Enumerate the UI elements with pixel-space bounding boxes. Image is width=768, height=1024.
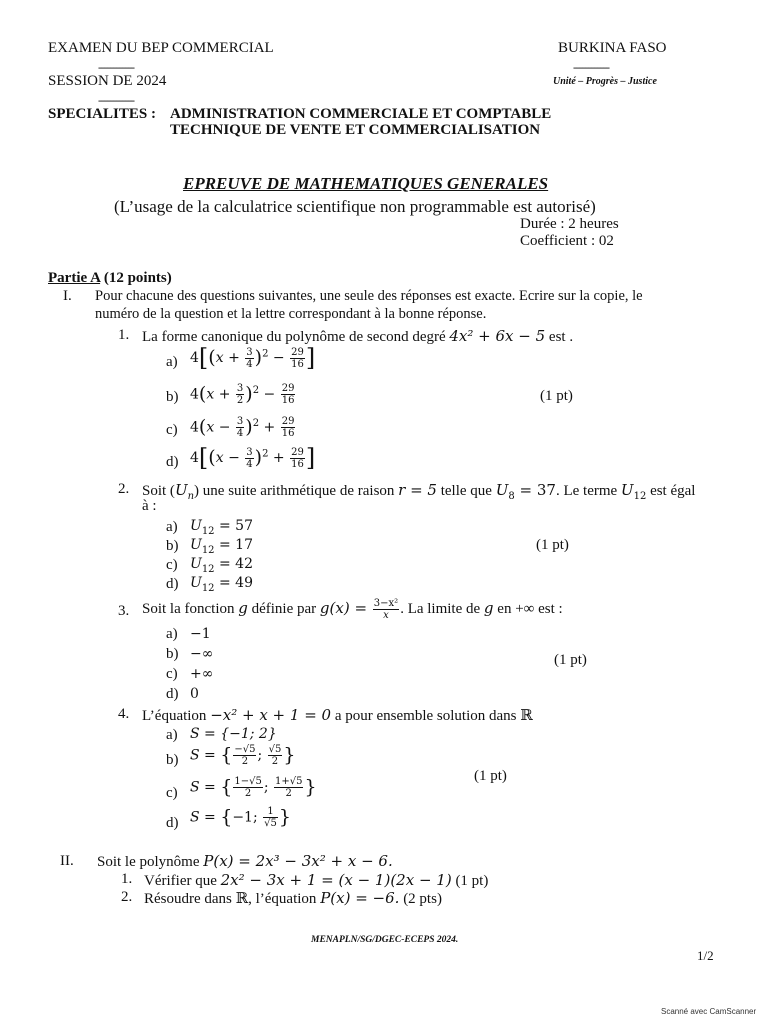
q1-points: (1 pt) [540,388,573,404]
q4-letter-c: c) [166,785,178,801]
q4-choice-a: S = {−1; 2} [190,726,277,742]
session-label: SESSION DE 2024 [48,73,167,89]
question-1-number: 1. [118,327,130,343]
question-1-text: La forme canonique du polynôme de second degré 4x² + 6x − 5 est . [142,327,574,345]
question-2-number: 2. [118,481,130,497]
q3-choice-d: 0 [190,686,199,702]
page-number: 1/2 [697,948,714,963]
question-3-number: 3. [118,603,130,619]
q4-letter-a: a) [166,727,178,743]
q2-choice-d: $U_{12} = 49$ [190,575,253,594]
section-ii-label: II. [60,853,74,869]
specialites-label: SPECIALITES : [48,106,156,122]
q3-letter-b: b) [166,646,179,662]
q1-choice-b: 4(x + $\frac{3}{2}$ )$^2$ − $\frac{29}{16}$ [190,383,295,406]
q1-choice-a: 4[(x + $\frac{3}{4}$ )$^2$ − $\frac{29}{16}$ ] [190,344,316,372]
duration: Durée : 2 heures [520,216,619,232]
question-2-text-cont: à : [142,498,157,514]
q3-points: (1 pt) [554,652,587,668]
q2-choice-b: $U_{12} = 17$ [190,537,253,556]
coefficient: Coefficient : 02 [520,233,614,249]
q2-letter-c: c) [166,557,178,573]
q1-letter-a: a) [166,354,178,370]
q3-choice-a: −1 [190,626,211,642]
divider: ------------ [98,60,134,74]
q1-choice-d: 4[(x − $\frac{3}{4}$ )$^2$ + $\frac{29}{16}$ ] [190,444,316,472]
question-2-text: Soit $(U_n)$ une suite arithmétique de raison r = 5 telle que $U_8 = 37$. Le terme $U_{12}$ est égal [142,481,696,502]
question-4-number: 4. [118,706,130,722]
q4-letter-b: b) [166,752,179,768]
q2-letter-d: d) [166,576,179,592]
q3-letter-c: c) [166,666,178,682]
q4-choice-c: S = { $\frac{1-√5}{2}$ ; $\frac{1+√5}{2}$ } [190,776,317,799]
ii-2-number: 2. [121,889,133,905]
q2-choice-a: $U_{12} = 57$ [190,518,253,537]
q1-choice-c: 4(x − $\frac{3}{4}$ )$^2$ + $\frac{29}{16}$ [190,416,295,439]
section-i-label: I. [63,288,72,304]
divider: ------------ [573,60,609,74]
q3-choice-b: −∞ [190,646,214,662]
q4-points: (1 pt) [474,768,507,784]
calculator-note: (L’usage de la calculatrice scientifique non programmable est autorisé) [114,197,596,216]
footer-reference: MENAPLN/SG/DGEC-ECEPS 2024. [311,935,459,945]
instructions-line1: Pour chacune des questions suivantes, une seule des réponses est exacte. Ecrire sur la copie, le [95,288,643,304]
q4-choice-d: S = {−1; $\frac{1}{√5}$ } [190,806,291,829]
q2-points: (1 pt) [536,537,569,553]
q2-letter-b: b) [166,538,179,554]
divider: ------------ [98,93,134,107]
q1-letter-c: c) [166,422,178,438]
exam-title: EXAMEN DU BEP COMMERCIAL [48,40,274,56]
q3-letter-a: a) [166,626,178,642]
q1-letter-d: d) [166,454,179,470]
specialite-2: TECHNIQUE DE VENTE ET COMMERCIALISATION [170,122,541,138]
q2-letter-a: a) [166,519,178,535]
country-name: BURKINA FASO [558,40,667,56]
q3-choice-c: +∞ [190,666,214,682]
specialite-1: ADMINISTRATION COMMERCIALE ET COMPTABLE [170,106,552,122]
q4-letter-d: d) [166,815,179,831]
partie-a-heading: Partie A (12 points) [48,270,172,286]
ii-1-text: Vérifier que 2x² − 3x + 1 = (x − 1)(2x − 1) (1 pt) [144,871,489,889]
ii-2-text: Résoudre dans ℝ, l’équation P(x) = −6. (2 pts) [144,889,442,907]
question-4-text: L’équation −x² + x + 1 = 0 a pour ensemble solution dans ℝ [142,706,533,724]
q3-letter-d: d) [166,686,179,702]
scanner-watermark: Scanné avec CamScanner [661,1007,757,1016]
epreuve-title: EPREUVE DE MATHEMATIQUES GENERALES [183,174,549,193]
instructions-line2: numéro de la question et la lettre correspondant à la bonne réponse. [95,306,487,322]
section-ii-text: Soit le polynôme P(x) = 2x³ − 3x² + x − 6. [97,852,393,870]
ii-1-number: 1. [121,871,133,887]
motto: Unité – Progrès – Justice [553,76,657,87]
q2-choice-c: $U_{12} = 42$ [190,556,253,575]
q1-letter-b: b) [166,389,179,405]
question-3-text: Soit la fonction g définie par g(x) = $\frac{\text{3−x²}}{x}$ . La limite de g en +∞ est : [142,598,563,621]
q4-choice-b: S = { $\frac{-√5}{2}$ ; $\frac{√5}{2}$ } [190,744,296,767]
